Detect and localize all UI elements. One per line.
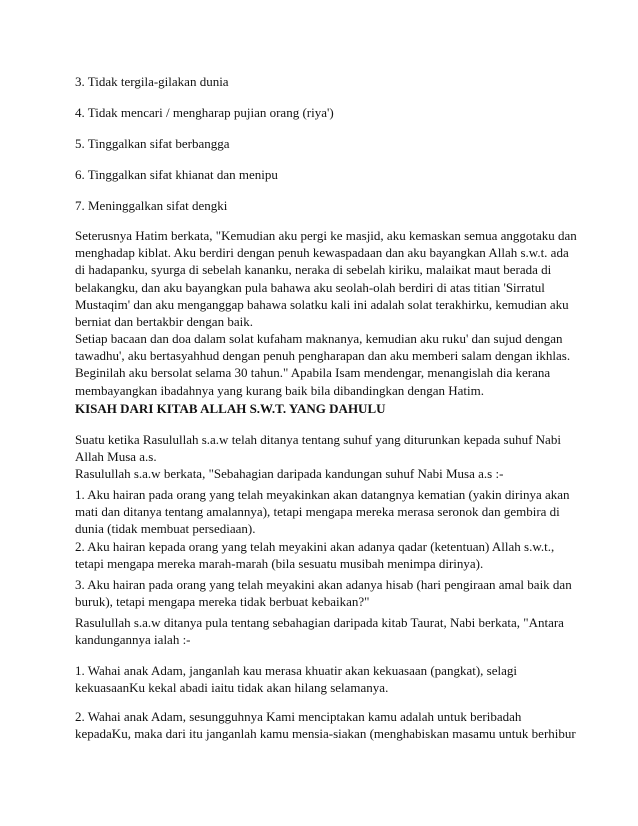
list-item: 5. Tinggalkan sifat berbangga (75, 136, 230, 151)
list-item: 7. Meninggalkan sifat dengki (75, 198, 228, 213)
list-item: 1. Aku hairan pada orang yang telah meyakinkan akan datangnya kematian (yakin dirinya akan mati dan ditanya tentang amalannya), tetapi mengapa mereka merasa seronok dan gembira di dunia (tidak membuat persediaan). (75, 487, 570, 537)
list-item: 4. Tidak mencari / mengharap pujian orang (riya') (75, 105, 334, 120)
paragraph-taurat: Rasulullah s.a.w ditanya pula tentang sebahagian daripada kitab Taurat, Nabi berkata, "Antara kandungannya ialah :- (75, 615, 564, 648)
list-item: 6. Tinggalkan sifat khianat dan menipu (75, 167, 278, 182)
list-item: 3. Aku hairan pada orang yang telah meyakini akan adanya hisab (hari pengiraan amal baik dan buruk), tetapi mengapa mereka tidak berbuat kebaikan?" (75, 577, 572, 610)
list-item: 3. Tidak tergila-gilakan dunia (75, 74, 229, 89)
paragraph-hatim-prayer: Seterusnya Hatim berkata, "Kemudian aku pergi ke masjid, aku kemaskan semua anggotaku dan menghadap kiblat. Aku berdiri dengan penuh kewaspadaan dan aku bayangkan Allah s.w.t. ada di hadapanku, syurga di sebelah kananku, neraka di sebelah kiriku, malaikat maut berada di belakangku, dan aku bayangkan pula bahawa aku seolah-olah berdiri di atas titian 'Sirratul Mustaqim' dan aku menganggap bahawa solatku kali ini adalah solat terakhirku, kemudian aku berniat dan bertakbir dengan baik. (75, 228, 577, 330)
section-heading: KISAH DARI KITAB ALLAH S.W.T. YANG DAHULU (75, 401, 386, 416)
list-item: 1. Wahai anak Adam, janganlah kau merasa khuatir akan kekuasaan (pangkat), selagi kekuasaanKu kekal abadi iaitu tidak akan hilang selamanya. (75, 663, 517, 696)
paragraph-prayer-meaning: Setiap bacaan dan doa dalam solat kufaham maknanya, kemudian aku ruku' dan sujud dengan tawadhu', aku bertasyahhud dengan penuh pengharapan dan aku memberi salam dengan ikhlas. Beginilah aku bersolat selama 30 tahun." Apabila Isam mendengar, menangislah dia kerana membayangkan ibadahnya yang kurang baik bila dibandingkan dengan Hatim. (75, 331, 571, 398)
list-item: 2. Aku hairan kepada orang yang telah meyakini akan adanya qadar (ketentuan) Allah s.w.t., tetapi mengapa mereka marah-marah (bila sesuatu musibah menimpa dirinya). (75, 539, 555, 572)
list-item: 2. Wahai anak Adam, sesungguhnya Kami menciptakan kamu adalah untuk beribadah kepadaKu, maka dari itu janganlah kamu mensia-siakan (menghabiskan masamu untuk berhibur (75, 709, 576, 742)
paragraph-suhuf-musa: Suatu ketika Rasulullah s.a.w telah ditanya tentang suhuf yang diturunkan kepada suhuf Nabi Allah Musa a.s. Rasulullah s.a.w berkata, "Sebahagian daripada kandungan suhuf Nabi Musa a.s :- (75, 432, 561, 482)
